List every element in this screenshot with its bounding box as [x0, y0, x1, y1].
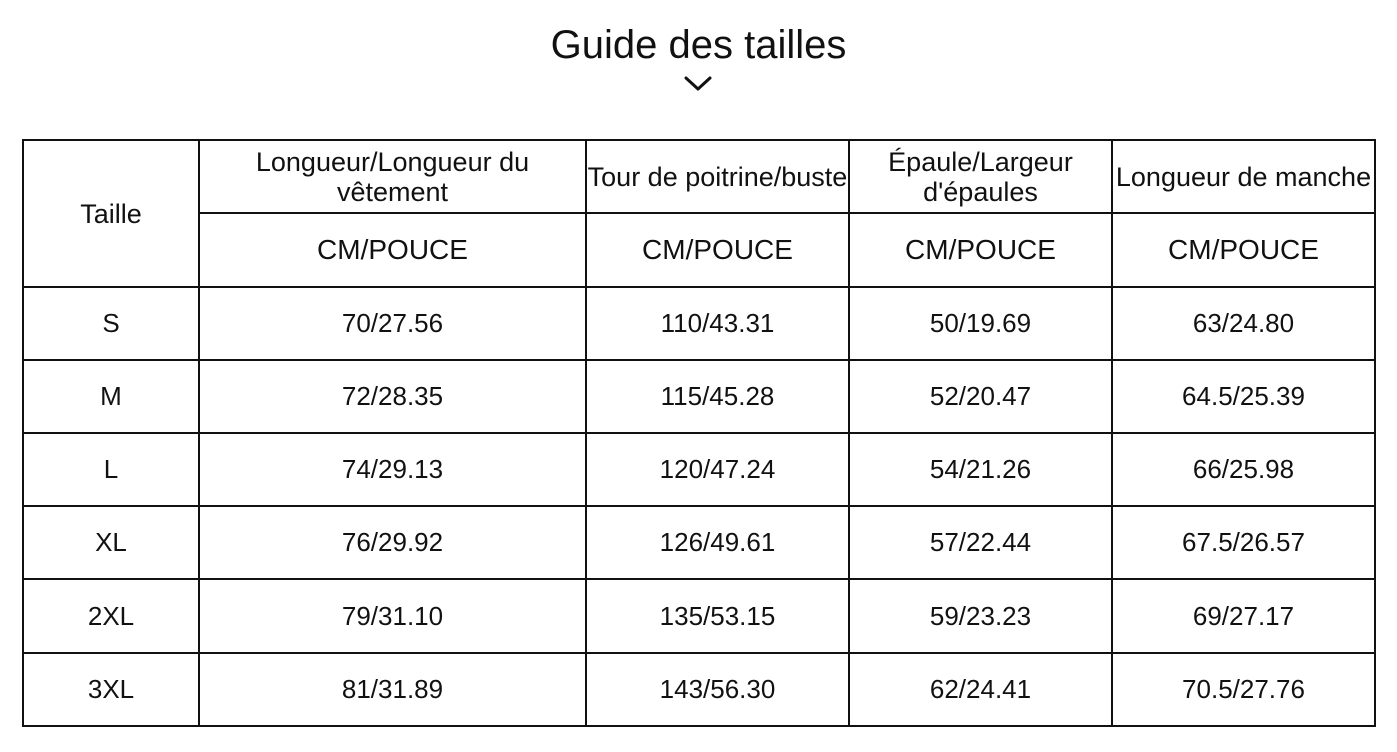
- table-row: [23, 433, 1375, 506]
- size-cell: S: [23, 287, 199, 360]
- table-cell: 70/27.56: [199, 287, 586, 360]
- unit-label-length: CM/POUCE: [199, 213, 586, 287]
- table-cell: 81/31.89: [199, 653, 586, 726]
- table-cell: 135/53.15: [586, 579, 849, 653]
- table-cell: 143/56.30: [586, 653, 849, 726]
- size-chart-table: [22, 139, 1376, 727]
- table-cell: 115/45.28: [586, 360, 849, 433]
- table-cell: 69/27.17: [1112, 579, 1375, 653]
- table-cell: 57/22.44: [849, 506, 1112, 579]
- table-cell: 62/24.41: [849, 653, 1112, 726]
- unit-label-sleeve: CM/POUCE: [1112, 213, 1375, 287]
- table-cell: 64.5/25.39: [1112, 360, 1375, 433]
- table-cell: 120/47.24: [586, 433, 849, 506]
- size-cell: M: [23, 360, 199, 433]
- table-cell: 110/43.31: [586, 287, 849, 360]
- table-row: [23, 287, 1375, 360]
- column-header-chest: Tour de poitrine/buste: [586, 140, 849, 213]
- table-cell: 72/28.35: [199, 360, 586, 433]
- table-cell: 52/20.47: [849, 360, 1112, 433]
- table-row: [23, 360, 1375, 433]
- table-cell: 63/24.80: [1112, 287, 1375, 360]
- column-header-sleeve: Longueur de manche: [1112, 140, 1375, 213]
- size-cell: L: [23, 433, 199, 506]
- column-header-shoulder: Épaule/Largeur d'épaules: [849, 140, 1112, 213]
- size-cell: XL: [23, 506, 199, 579]
- size-cell: 3XL: [23, 653, 199, 726]
- table-cell: 76/29.92: [199, 506, 586, 579]
- size-column-header: Taille: [23, 140, 199, 287]
- unit-label-chest: CM/POUCE: [586, 213, 849, 287]
- table-row: [23, 653, 1375, 726]
- table-cell: 54/21.26: [849, 433, 1112, 506]
- table-cell: 66/25.98: [1112, 433, 1375, 506]
- table-cell: 79/31.10: [199, 579, 586, 653]
- page-title: Guide des tailles: [550, 23, 847, 67]
- header-row: [23, 140, 1375, 213]
- unit-row: [23, 213, 1375, 287]
- table-cell: 50/19.69: [849, 287, 1112, 360]
- column-header-length: Longueur/Longueur du vêtement: [199, 140, 586, 213]
- table-cell: 126/49.61: [586, 506, 849, 579]
- table-cell: 59/23.23: [849, 579, 1112, 653]
- table-row: [23, 506, 1375, 579]
- table-cell: 67.5/26.57: [1112, 506, 1375, 579]
- table-cell: 74/29.13: [199, 433, 586, 506]
- size-cell: 2XL: [23, 579, 199, 653]
- chevron-down-icon: [683, 74, 713, 94]
- table-cell: 70.5/27.76: [1112, 653, 1375, 726]
- table-row: [23, 579, 1375, 653]
- unit-label-shoulder: CM/POUCE: [849, 213, 1112, 287]
